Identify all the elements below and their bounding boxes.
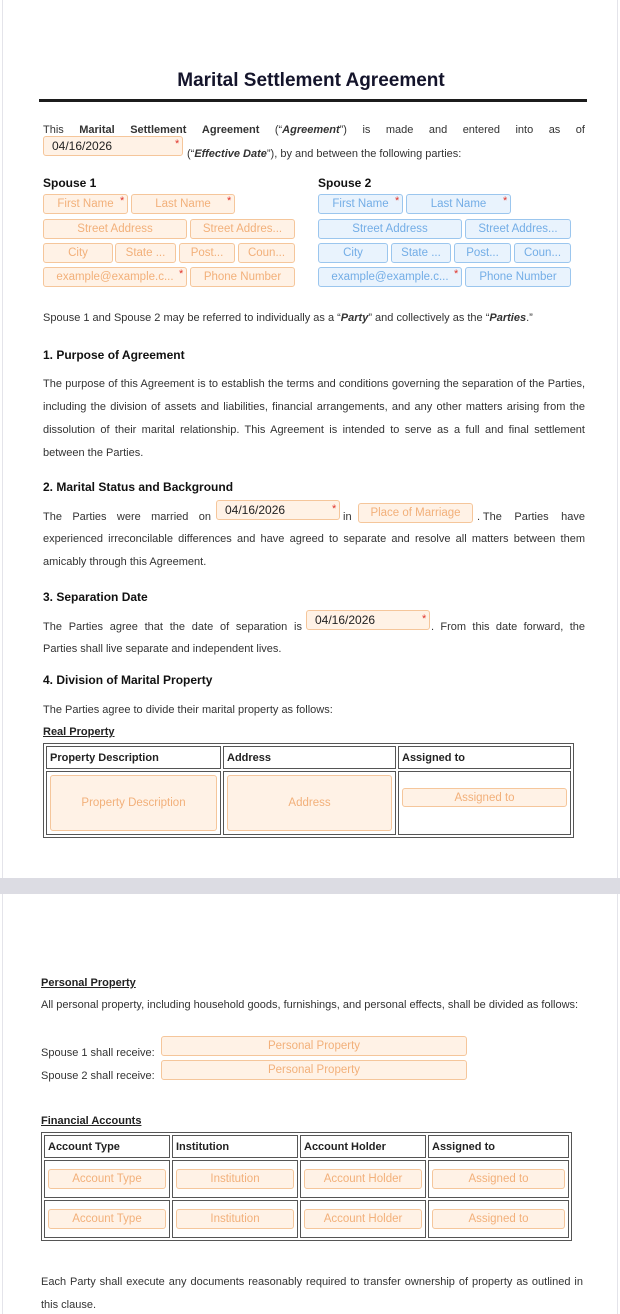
intro-word: into (515, 124, 534, 136)
place-of-marriage-input[interactable]: Place of Marriage (358, 503, 473, 523)
spouse2-last-name-input[interactable]: Last Name (406, 194, 511, 214)
spouse1-phone-input[interactable]: Phone Number (190, 267, 295, 287)
institution-input[interactable]: Institution (176, 1209, 294, 1229)
spouse2-first-name-input[interactable]: First Name (318, 194, 403, 214)
table-row (44, 1200, 569, 1238)
spouse1-street-address2-input[interactable]: Street Addres... (190, 219, 295, 239)
section-2-heading: 2. Marital Status and Background (43, 480, 234, 494)
personal-property-label: Personal Property (41, 977, 136, 989)
section-4-intro: The Parties agree to divide their marital property as follows: (43, 704, 333, 716)
table-header-cell: Address (223, 746, 396, 769)
intro-word: is (362, 124, 371, 136)
table-header-row (44, 1135, 569, 1158)
intro-word: This (43, 124, 64, 136)
intro-word: entered (462, 124, 500, 136)
table-cell (300, 1200, 426, 1238)
spouse1-personal-property-input[interactable]: Personal Property (161, 1036, 467, 1056)
section-3-body: Parties shall live separate and independent lives. (43, 643, 282, 655)
spouse2-street-address-input[interactable]: Street Address (318, 219, 462, 239)
property-address-input[interactable]: Address (227, 775, 392, 831)
table-header-row (46, 746, 571, 769)
required-marker: * (454, 268, 459, 280)
spouse1-first-name-input[interactable]: First Name (43, 194, 128, 214)
spouse2-city-input[interactable]: City (318, 243, 388, 263)
required-marker: * (120, 195, 125, 207)
table-row (44, 1160, 569, 1198)
account-type-input[interactable]: Account Type (48, 1209, 166, 1229)
intro-word: as (548, 124, 561, 136)
table-header-cell: Account Type (44, 1135, 170, 1158)
section-2-line-lead: The Parties were married on (43, 511, 211, 523)
spouse1-country-input[interactable]: Coun... (238, 243, 295, 263)
document-page-1 (2, 0, 618, 878)
spouse1-street-address-input[interactable]: Street Address (43, 219, 187, 239)
required-marker: * (227, 195, 232, 207)
intro-word: and (428, 124, 448, 136)
spouse1-receive-label: Spouse 1 shall receive: (41, 1047, 155, 1059)
table-row (46, 771, 571, 835)
effective-date-field[interactable]: 04/16/2026 (43, 136, 183, 156)
required-marker: * (422, 613, 427, 625)
table-header-cell: Institution (172, 1135, 298, 1158)
section-3-heading: 3. Separation Date (43, 590, 148, 604)
married-date-field[interactable]: 04/16/2026 (216, 500, 340, 520)
table-header-cell: Account Holder (300, 1135, 426, 1158)
spouse2-email-input[interactable]: example@example.c... (318, 267, 462, 287)
financial-accounts-table (41, 1132, 572, 1241)
section-3-line-lead: The Parties agree that the date of separation is (43, 621, 302, 633)
spouse2-phone-input[interactable]: Phone Number (465, 267, 571, 287)
spouse2-country-input[interactable]: Coun... (514, 243, 571, 263)
required-marker: * (395, 195, 400, 207)
real-property-table (43, 743, 574, 838)
table-cell (172, 1160, 298, 1198)
table-cell (44, 1160, 170, 1198)
account-holder-input[interactable]: Account Holder (304, 1209, 422, 1229)
table-cell (428, 1200, 569, 1238)
required-marker: * (503, 195, 508, 207)
intro-word: Settlement (130, 124, 187, 136)
account-assigned-to-input[interactable]: Assigned to (432, 1209, 565, 1229)
spouse1-state-input[interactable]: State ... (115, 243, 176, 263)
table-cell (44, 1200, 170, 1238)
property-assigned-to-input[interactable]: Assigned to (402, 788, 567, 807)
spouse2-receive-label: Spouse 2 shall receive: (41, 1070, 155, 1082)
spouse2-street-address2-input[interactable]: Street Addres... (465, 219, 571, 239)
spouse2-postal-input[interactable]: Post... (454, 243, 511, 263)
account-assigned-to-input[interactable]: Assigned to (432, 1169, 565, 1189)
intro-line (43, 123, 585, 137)
financial-accounts-label: Financial Accounts (41, 1115, 142, 1127)
property-description-input[interactable]: Property Description (50, 775, 217, 831)
intro-word: Marital (79, 124, 115, 136)
table-cell (223, 771, 396, 835)
table-cell (300, 1160, 426, 1198)
table-cell (46, 771, 221, 835)
effective-date-caption: (“Effective Date”), by and between the following parties: (187, 148, 462, 160)
agreement-defined-term: (“Agreement”) (274, 124, 347, 136)
section-3-line-tail: . From this date forward, the (431, 621, 585, 633)
intro-word: of (575, 124, 585, 136)
required-marker: * (332, 503, 337, 515)
spouse2-state-input[interactable]: State ... (391, 243, 451, 263)
document-title: Marital Settlement Agreement (177, 70, 445, 91)
table-header-cell: Assigned to (398, 746, 571, 769)
spouse1-email-input[interactable]: example@example.c... (43, 267, 187, 287)
table-cell (428, 1160, 569, 1198)
required-marker: * (175, 138, 180, 150)
in-word: in (343, 511, 352, 523)
required-marker: * (179, 268, 184, 280)
intro-word: Agreement (201, 124, 260, 136)
section-1-body: The purpose of this Agreement is to establish the terms and conditions governing the separation of the Parties, including the division of assets and liabilities, financial arrangements, and any other matters arising from the dissolution of their marital relationship. This Agreement is intended to serve as a full and final settlement between the Parties. (43, 378, 585, 459)
title-divider (39, 99, 587, 102)
personal-property-body: All personal property, including household goods, furnishings, and personal effects, shall be divided as follows: (41, 999, 579, 1011)
spouse2-heading: Spouse 2 (318, 176, 372, 190)
table-cell (398, 771, 571, 835)
separation-date-field[interactable]: 04/16/2026 (306, 610, 430, 630)
section-2-line-tail: . The Parties have (477, 511, 585, 523)
account-holder-input[interactable]: Account Holder (304, 1169, 422, 1189)
spouse1-heading: Spouse 1 (43, 176, 97, 190)
section-2-body: experienced irreconcilable differences and have agreed to separate and resolve all matters between them amicably through this Agreement. (43, 533, 585, 568)
document-page-2 (2, 894, 618, 1314)
spouse1-postal-input[interactable]: Post... (179, 243, 235, 263)
table-cell (172, 1200, 298, 1238)
spouse1-city-input[interactable]: City (43, 243, 113, 263)
page-separator (0, 878, 620, 894)
institution-input[interactable]: Institution (176, 1169, 294, 1189)
property-closing-text: Each Party shall execute any documents reasonably required to transfer ownership of property as outlined in this clause. (41, 1276, 583, 1311)
section-4-heading: 4. Division of Marital Property (43, 673, 213, 687)
section-1-heading: 1. Purpose of Agreement (43, 348, 185, 362)
account-type-input[interactable]: Account Type (48, 1169, 166, 1189)
table-header-cell: Assigned to (428, 1135, 569, 1158)
party-definition-text: Spouse 1 and Spouse 2 may be referred to individually as a “Party” and collectively as the “Parties.” (43, 312, 533, 324)
real-property-label: Real Property (43, 726, 115, 738)
spouse2-personal-property-input[interactable]: Personal Property (161, 1060, 467, 1080)
intro-word: made (385, 124, 414, 136)
table-header-cell: Property Description (46, 746, 221, 769)
spouse1-last-name-input[interactable]: Last Name (131, 194, 235, 214)
